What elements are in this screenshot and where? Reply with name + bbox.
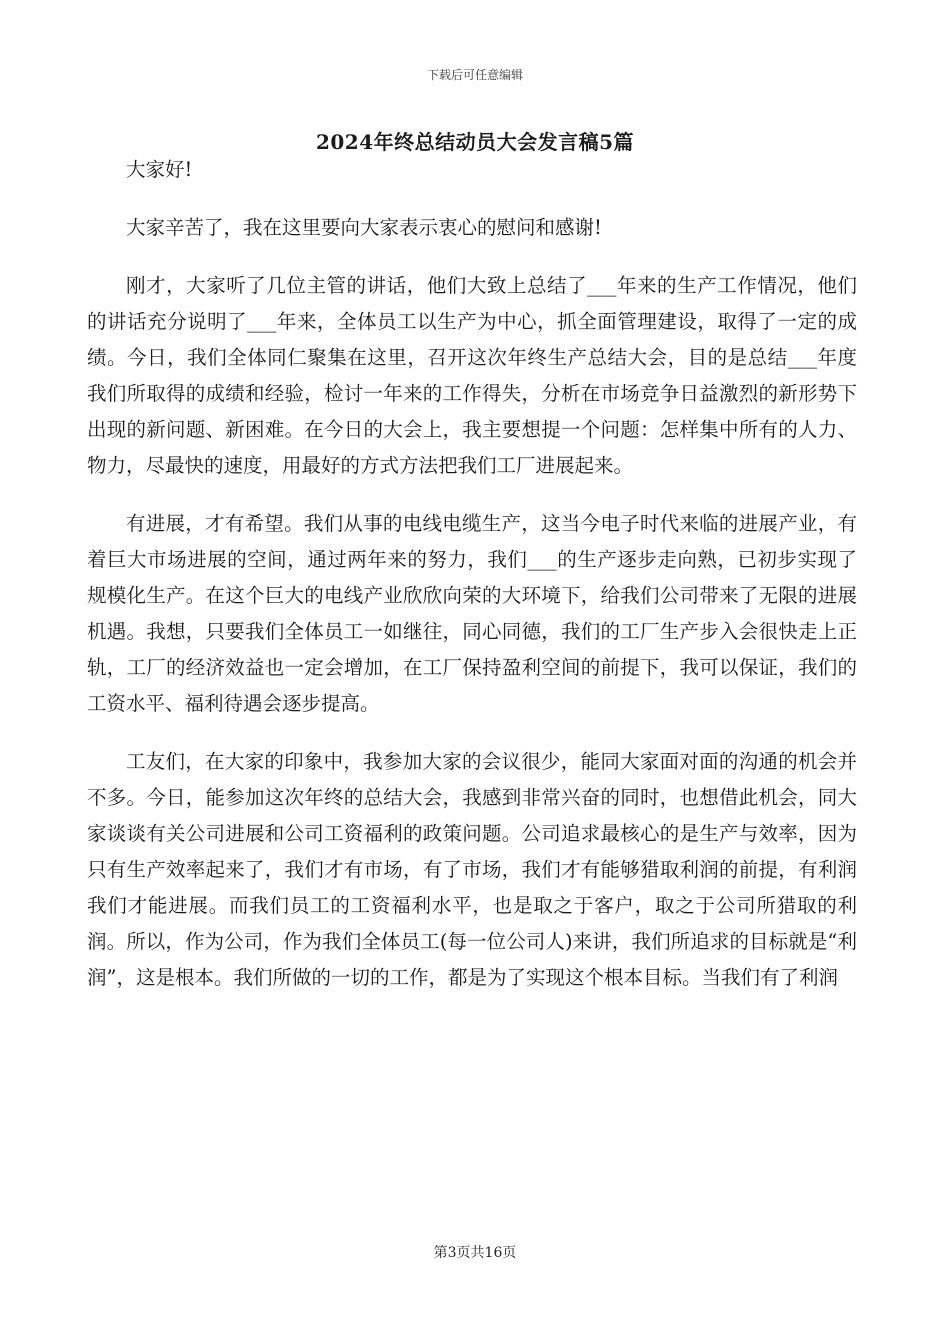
- header-note: 下载后可任意编辑: [426, 68, 523, 82]
- document-title: 2024年终总结动员大会发言稿5篇: [315, 130, 635, 154]
- document-body: [87, 152, 857, 1018]
- paragraph-summary: 刚才，大家听了几位主管的讲话，他们大致上总结了___年来的生产工作情况，他们的讲话充分说明了___年来，全体员工以生产为中心，抓全面管理建设，取得了一定的成绩。今日，我们全体同仁聚集在这里，召开这次年终生产总结大会，目的是总结___年度我们所取得的成绩和经验，检讨一年来的工作得失，分析在市场竞争日益激烈的新形势下出现的新问题、新困难。在今日的大会上，我主要想提一个问题：怎样集中所有的人力、物力，尽最快的速度，用最好的方式方法把我们工厂进展起来。: [87, 274, 857, 477]
- paragraph-progress: 有进展，才有希望。我们从事的电线电缆生产，这当今电子时代来临的进展产业，有着巨大市场进展的空间，通过两年来的努力，我们___的生产逐步走向熟，已初步实现了规模化生产。在这个巨大的电线产业欣欣向荣的大环境下，给我们公司带来了无限的进展机遇。我想，只要我们全体员工一如继往，同心同德，我们的工厂生产步入会很快走上正轨，工厂的经济效益也一定会增加，在工厂保持盈利空间的前提下，我可以保证，我们的工资水平、福利待遇会逐步提高。: [87, 512, 857, 715]
- paragraph-workers: 工友们，在大家的印象中，我参加大家的会议很少，能同大家面对面的沟通的机会并不多。今日，能参加这次年终的总结大会，我感到非常兴奋的同时，也想借此机会，同大家谈谈有关公司进展和公司工资福利的政策问题。公司追求最核心的是生产与效率，因为只有生产效率起来了，我们才有市场，有了市场，我们才有能够猎取利润的前提，有利润我们才能进展。而我们员工的工资福利水平，也是取之于客户，取之于公司所猎取的利润。所以，作为公司，作为我们全体员工(每一位公司人)来讲，我们所追求的目标就是“利润”，这是根本。我们所做的一切的工作，都是为了实现这个根本目标。当我们有了利润: [87, 750, 857, 989]
- paragraph-greeting: 大家好!: [126, 158, 193, 181]
- paragraph-thanks: 大家辛苦了，我在这里要向大家表示衷心的慰问和感谢!: [126, 216, 602, 239]
- page-number: 第3页共16页: [433, 1245, 517, 1261]
